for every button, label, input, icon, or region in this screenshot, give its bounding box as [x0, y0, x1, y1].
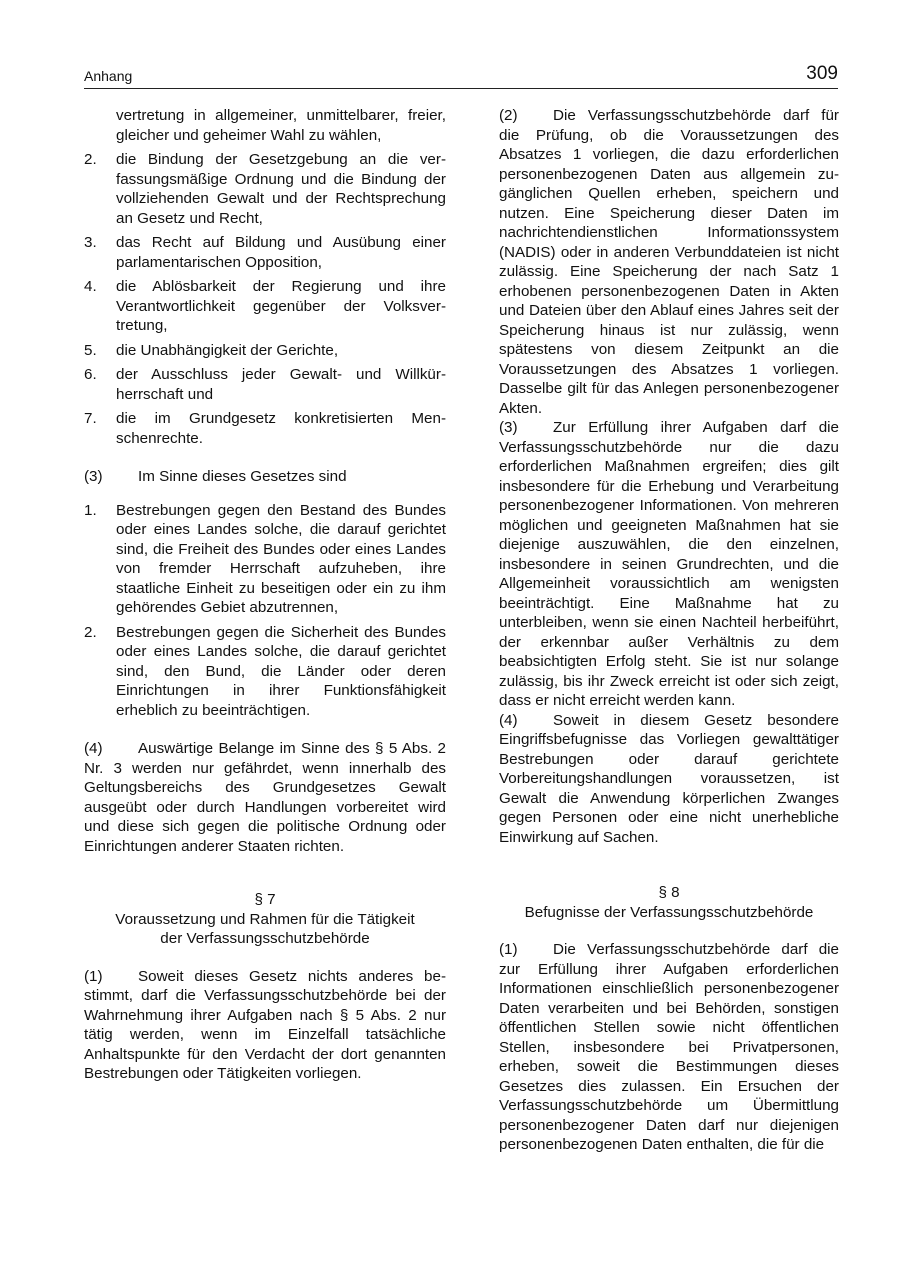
paragraph-text: Soweit in diesem Gesetz besondere Eingriffsbefugnisse das Vorliegen gewalttätiger Bestrebungen oder darauf gerichtete Vorbereitungshandlungen voraussetzen, ist Gewalt die Anwendung körperlichen Zwanges gegen Personen oder eine nicht unerhebliche Einwirkung auf Sachen.: [499, 711, 839, 846]
paragraph-label: (2): [499, 107, 518, 124]
list-item: [84, 365, 446, 404]
list-text: der Ausschluss jeder Gewalt- und Willkürherrschaft und: [116, 366, 446, 403]
page-header: [84, 62, 838, 89]
section-title: Befugnisse der Verfassungsschutzbehörde: [524, 903, 814, 921]
paragraph-text: Auswärtige Belange im Sinne des § 5 Abs. 2 Nr. 3 werden nur gefährdet, wenn innerhalb des Geltungsbereichs des Grundgesetzes Gewalt ausgeübt oder durch Handlungen vorbereitet wird und diese sich gegen die politische Ordnung oder Einrichtungen anderer Staaten richten.: [84, 740, 446, 855]
list-text: die Ablösbarkeit der Regierung und ihre Verantwortlichkeit gegenüber der Volksvertretung,: [116, 278, 446, 334]
list-number: 3.: [84, 234, 97, 251]
section-number: § 7: [254, 891, 276, 908]
running-header-section: Anhang: [84, 68, 133, 84]
paragraph-label: (4): [84, 740, 103, 757]
list-text: Bestrebungen gegen den Bestand des Bundes oder eines Landes solche, die darauf gerichtet sind, die Freiheit des Bundes oder eines Landes von fremder Herrschaft aufzuheben, ihre staatliche Einheit zu beseitigen oder ein zu ihm gehörendes Gebiet abzutrennen,: [116, 501, 446, 616]
list-number: 2.: [84, 151, 97, 168]
list-number: 2.: [84, 623, 97, 641]
list-number: 1.: [84, 501, 97, 519]
list-item: [84, 501, 446, 618]
list-number: 6.: [84, 366, 97, 383]
section-title-line: der Verfassungsschutzbehörde: [160, 930, 370, 947]
list-number: 7.: [84, 410, 97, 427]
section-8-paragraph-1: [499, 940, 839, 1155]
list-text: das Recht auf Bildung und Ausübung einer parlamentarischen Opposition,: [116, 234, 446, 271]
paragraph-text: Im Sinne dieses Gesetzes sind: [138, 468, 347, 485]
left-column: [84, 106, 446, 1084]
list-item: [84, 409, 446, 448]
definitions-list: [84, 501, 446, 721]
page-number: 309: [806, 63, 838, 84]
paragraph-4: [499, 711, 839, 848]
list-number: 4.: [84, 278, 97, 295]
list-item: [84, 277, 446, 336]
section-title: [84, 910, 446, 949]
paragraph-label: (1): [499, 941, 518, 958]
list-item: [84, 341, 446, 361]
paragraph-text: Die Verfassungsschutzbehörde darf für die Prüfung, ob die Voraussetzungen des Absatzes 1 vorliegen, die dazu erforderlichen personenbezogenen Daten aus allgemein zugänglichen Quellen erheben, speichern und nutzen. Eine Speicherung dieser Daten im nachrichtendienstlichen Informationssystem (NADIS) oder in anderen Verbunddateien ist nicht zulässig. Eine Speicherung der nach Satz 1 erhobenen personenbezogenen Daten in Akten und Dateien über den Ablauf eines Jahres seit der Speicherung hinaus ist nur zulässig, wenn spätestens von diesem Zeitpunkt an die Voraussetzungen des Absatzes 1 vorliegen. Dasselbe gilt für das Anlegen personenbezogener Akten.: [499, 107, 839, 417]
paragraph-text: Soweit dieses Gesetz nichts anderes bestimmt, darf die Verfassungsschutzbehörde bei der Wahrnehmung ihrer Aufgaben nach § 5 Abs. 2 nur tätig werden, wenn im Einzelfall tatsächliche Anhaltspunkte für den Verdacht der dort genannten Bestrebungen oder Tätigkeiten vorliegen.: [84, 967, 446, 1082]
paragraph-text: Zur Erfüllung ihrer Aufgaben darf die Verfassungsschutzbehörde nur die dazu erforderlichen Maßnahmen ergreifen; dies gilt insbesondere für die Erhebung und Verarbeitung personenbezogener Informationen. Von mehreren möglichen und geeigneten Maßnahmen hat sie diejenige auszuwählen, die den einzelnen, insbesondere in seinen Grundrechten, und die Allgemeinheit voraussichtlich am wenigsten beeinträchtigt. Eine Maßnahme hat zu unterbleiben, wenn sie einen Nachteil herbeiführt, der erkennbar außer Verhältnis zu dem beabsichtigten Erfolg steht. Sie ist nur solange zulässig, bis ihr Zweck erreicht ist oder sich zeigt, dass er nicht erreicht werden kann.: [499, 419, 839, 709]
list-text: die Unabhängigkeit der Gerichte,: [116, 341, 339, 359]
list-item: [84, 623, 446, 721]
paragraph-label: (3): [84, 468, 103, 485]
list-text: die im Grundgesetz konkretisierten Menschenrechte.: [116, 410, 446, 447]
list-item: [84, 233, 446, 272]
paragraph-text: Die Verfassungsschutzbehörde darf die zur Erfüllung ihrer Aufgaben erforderlichen Informationen einschließlich personenbezogener Daten verarbeiten und bei Behörden, sonstigen öffentlichen Stellen sowie nicht öffentlichen Stellen, insbesondere bei Privatpersonen, erheben, soweit die Bestimmungen dieses Gesetzes dies zulassen. Ein Ersuchen der Verfassungsschutzbehörde um Übermittlung personenbezogener Daten darf nur diejenigen personenbezogenen Daten enthalten, die für die: [499, 941, 839, 1153]
paragraph-2: [499, 106, 839, 418]
paragraph-label: (4): [499, 711, 518, 729]
section-number: § 8: [658, 884, 680, 901]
list-number: 5.: [84, 341, 97, 359]
right-column: [499, 106, 839, 1155]
paragraph-label: (1): [84, 967, 103, 985]
paragraph-3: [84, 467, 446, 487]
principles-list: [84, 150, 446, 448]
list-text: Bestrebungen gegen die Sicherheit des Bundes oder eines Landes solche, die darauf gerichtet sind, den Bund, die Länder oder deren Einrichtungen in ihrer Funktionsfähigkeit erheblich zu beeinträchtigen.: [116, 623, 446, 719]
list-item: [84, 150, 446, 228]
section-title-line: Voraussetzung und Rahmen für die Tätigkeit: [115, 910, 415, 928]
list-text: die Bindung der Gesetzgebung an die verfassungsmäßige Ordnung und die Bindung der vollziehenden Gewalt und der Rechtsprechung an Gesetz und Recht,: [116, 151, 446, 227]
paragraph-4: [84, 739, 446, 856]
paragraph-label: (3): [499, 419, 518, 436]
paragraph-3: [499, 418, 839, 711]
section-7-paragraph-1: [84, 967, 446, 1084]
list-continuation: vertretung in allgemeiner, unmittelbarer, freier, gleicher und geheimer Wahl zu wählen,: [116, 107, 446, 144]
